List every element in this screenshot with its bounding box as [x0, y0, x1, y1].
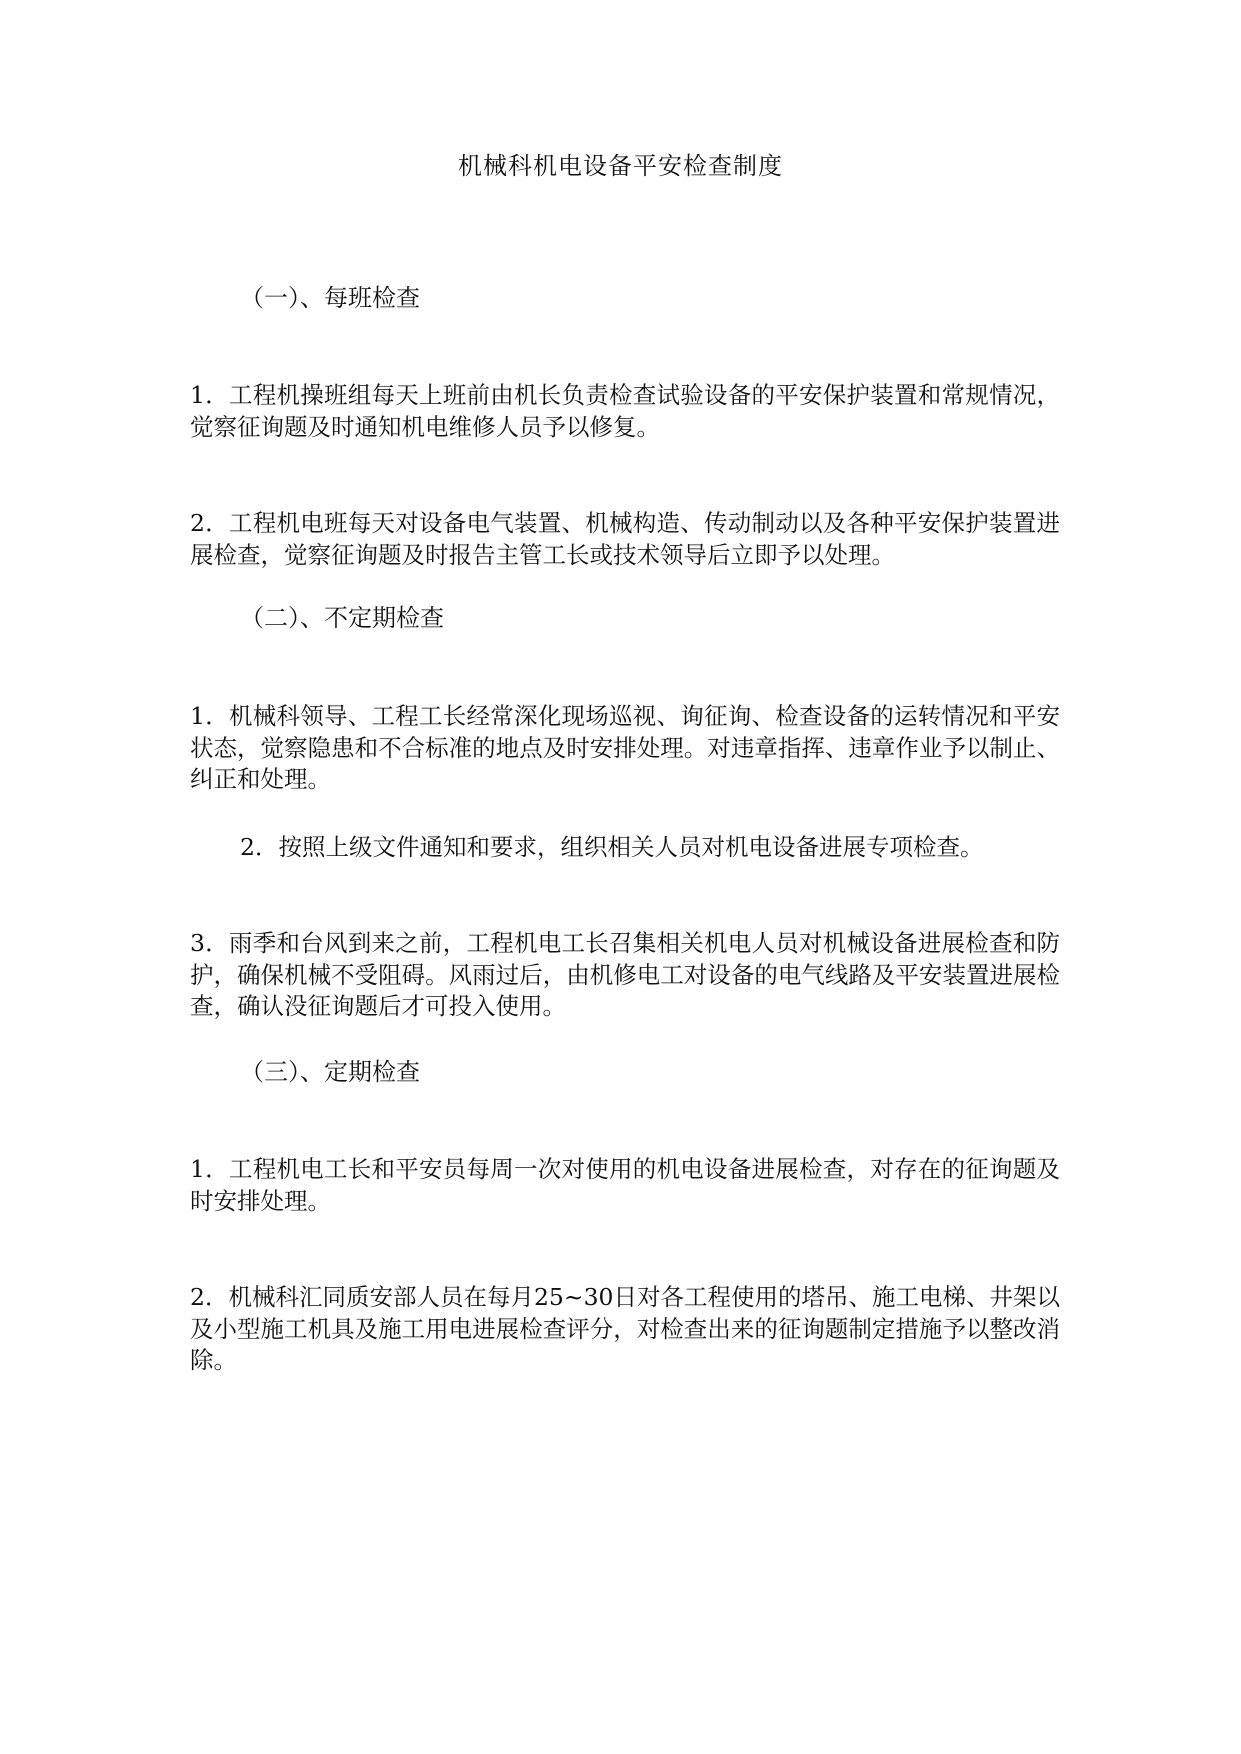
paragraph-irregular-2: 2．按照上级文件通知和要求，组织相关人员对机电设备进展专项检查。: [240, 833, 984, 861]
section-heading-regular: （三）、定期检查: [240, 1058, 420, 1086]
paragraph-regular-2: 2．机械科汇同质安部人员在每月25~30日对各工程使用的塔吊、施工电梯、井架以及小型施工机具及施工用电进展检查评分，对检查出来的征询题制定措施予以整改消除。: [190, 1283, 1060, 1374]
section-heading-daily: （一）、每班检查: [240, 284, 420, 312]
document-title: 机械科机电设备平安检查制度: [458, 152, 783, 180]
section-heading-irregular: （二）、不定期检查: [240, 604, 444, 632]
paragraph-daily-2: 2．工程机电班每天对设备电气装置、机械构造、传动制动以及各种平安保护装置进展检查，觉察征询题及时报告主管工长或技术领导后立即予以处理。: [190, 509, 1060, 569]
paragraph-daily-1: 1．工程机操班组每天上班前由机长负责检查试验设备的平安保护装置和常规情况，觉察征询题及时通知机电维修人员予以修复。: [190, 381, 1060, 441]
paragraph-irregular-1: 1．机械科领导、工程工长经常深化现场巡视、询征询、检查设备的运转情况和平安状态，觉察隐患和不合标准的地点及时安排处理。对违章指挥、违章作业予以制止、纠正和处理。: [190, 702, 1060, 793]
paragraph-regular-1: 1．工程机电工长和平安员每周一次对使用的机电设备进展检查，对存在的征询题及时安排处理。: [190, 1155, 1060, 1215]
paragraph-irregular-3: 3．雨季和台风到来之前，工程机电工长召集相关机电人员对机械设备进展检查和防护，确保机械不受阻碍。风雨过后，由机修电工对设备的电气线路及平安装置进展检查，确认没征询题后才可投入使用。: [190, 929, 1060, 1020]
